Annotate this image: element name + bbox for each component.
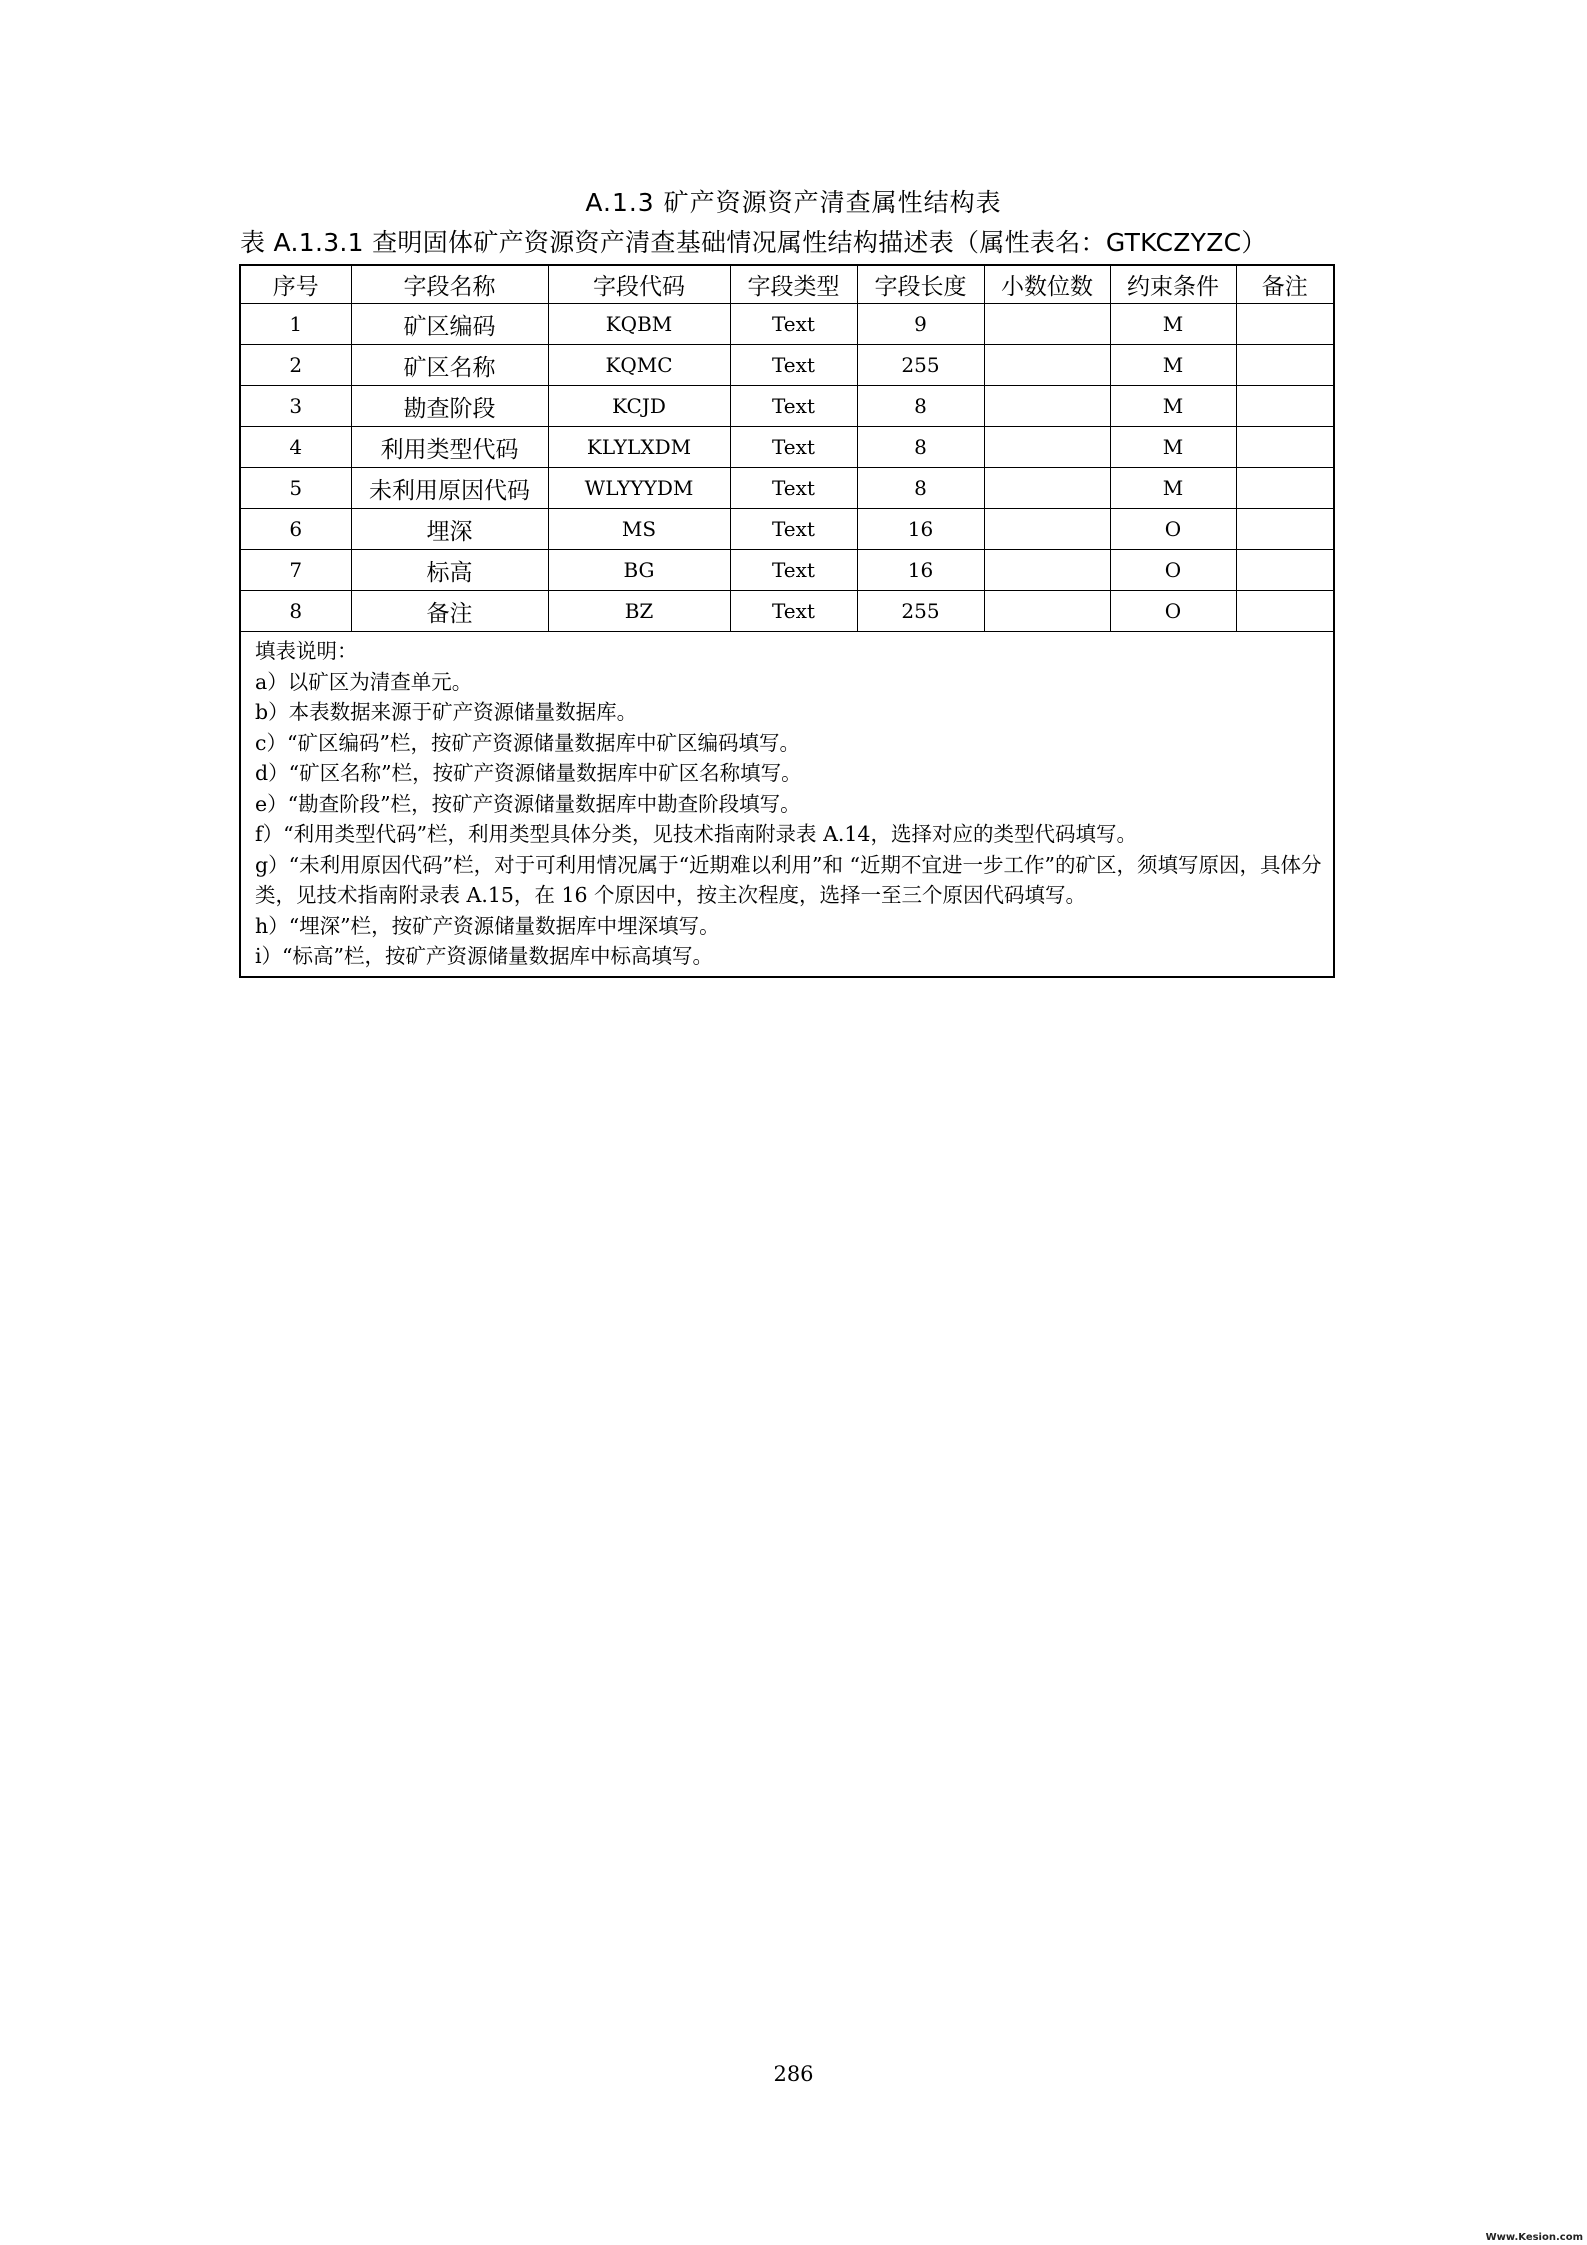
cell-remark (1236, 386, 1334, 427)
note-item: e）“勘查阶段”栏，按矿产资源储量数据库中勘查阶段填写。 (255, 791, 801, 816)
cell-field-length: 8 (857, 427, 984, 468)
cell-field-type: Text (730, 591, 857, 632)
cell-remark (1236, 591, 1334, 632)
cell-field-code: BZ (548, 591, 730, 632)
notes-row (240, 632, 1334, 977)
table-row (240, 304, 1334, 345)
cell-field-type: Text (730, 386, 857, 427)
cell-seq: 4 (240, 427, 351, 468)
cell-field-name: 勘查阶段 (351, 386, 548, 427)
cell-remark (1236, 550, 1334, 591)
table-row (240, 345, 1334, 386)
header-cell: 备注 (1236, 265, 1334, 304)
cell-constraint: M (1110, 386, 1236, 427)
section-title: A.1.3 矿产资源资产清查属性结构表 (585, 188, 1002, 217)
cell-seq: 6 (240, 509, 351, 550)
cell-decimals (984, 304, 1110, 345)
header-cell: 字段代码 (548, 265, 730, 304)
cell-field-type: Text (730, 468, 857, 509)
table-row (240, 509, 1334, 550)
table-row (240, 550, 1334, 591)
cell-constraint: O (1110, 509, 1236, 550)
notes-cell (240, 632, 1334, 977)
cell-field-type: Text (730, 550, 857, 591)
cell-field-name: 矿区名称 (351, 345, 548, 386)
table-title: 表 A.1.3.1 查明固体矿产资源资产清查基础情况属性结构描述表（属性表名：GTKCZYZC） (240, 228, 1267, 257)
cell-decimals (984, 468, 1110, 509)
cell-seq: 8 (240, 591, 351, 632)
cell-seq: 1 (240, 304, 351, 345)
table-row (240, 427, 1334, 468)
note-item: b）本表数据来源于矿产资源储量数据库。 (255, 700, 638, 724)
cell-field-code: KQBM (548, 304, 730, 345)
table-row (240, 591, 1334, 632)
header-cell: 字段名称 (351, 265, 548, 304)
cell-constraint: M (1110, 468, 1236, 509)
cell-field-type: Text (730, 509, 857, 550)
notes-heading: 填表说明： (255, 639, 358, 663)
cell-field-type: Text (730, 427, 857, 468)
cell-remark (1236, 509, 1334, 550)
cell-seq: 5 (240, 468, 351, 509)
note-item: a）以矿区为清查单元。 (255, 669, 473, 694)
page-number: 286 (773, 2062, 814, 2086)
attribute-structure-table (239, 264, 1335, 978)
cell-field-code: KCJD (548, 386, 730, 427)
cell-field-length: 255 (857, 591, 984, 632)
cell-constraint: O (1110, 591, 1236, 632)
cell-remark (1236, 345, 1334, 386)
header-cell: 字段类型 (730, 265, 857, 304)
cell-remark (1236, 427, 1334, 468)
cell-field-name: 未利用原因代码 (351, 468, 548, 509)
table-row (240, 468, 1334, 509)
cell-field-code: KLYLXDM (548, 427, 730, 468)
cell-field-name: 利用类型代码 (351, 427, 548, 468)
cell-field-code: BG (548, 550, 730, 591)
cell-decimals (984, 345, 1110, 386)
cell-field-code: WLYYYDM (548, 468, 730, 509)
cell-field-code: KQMC (548, 345, 730, 386)
note-item: g）“未利用原因代码”栏，对于可利用情况属于“近期难以利用”和 “近期不宜进一步工作”的矿区，须填写原因，具体分类，见技术指南附录表 A.15，在 16 个原因中，按主次程度，选择一至三个原因代码填写。 (255, 852, 1322, 907)
cell-field-name: 备注 (351, 591, 548, 632)
cell-constraint: O (1110, 550, 1236, 591)
cell-seq: 7 (240, 550, 351, 591)
cell-field-length: 16 (857, 550, 984, 591)
cell-decimals (984, 427, 1110, 468)
cell-decimals (984, 550, 1110, 591)
watermark: Www.Kesion.com (1485, 2232, 1583, 2243)
cell-field-name: 标高 (351, 550, 548, 591)
cell-constraint: M (1110, 427, 1236, 468)
cell-seq: 2 (240, 345, 351, 386)
cell-constraint: M (1110, 345, 1236, 386)
cell-decimals (984, 509, 1110, 550)
cell-decimals (984, 591, 1110, 632)
cell-field-length: 9 (857, 304, 984, 345)
header-cell: 字段长度 (857, 265, 984, 304)
cell-decimals (984, 386, 1110, 427)
cell-field-type: Text (730, 345, 857, 386)
cell-field-length: 255 (857, 345, 984, 386)
note-item: i）“标高”栏，按矿产资源储量数据库中标高填写。 (255, 944, 714, 968)
header-cell: 约束条件 (1110, 265, 1236, 304)
header-cell: 序号 (240, 265, 351, 304)
note-item: d）“矿区名称”栏，按矿产资源储量数据库中矿区名称填写。 (255, 761, 802, 785)
cell-field-name: 埋深 (351, 509, 548, 550)
table-row (240, 386, 1334, 427)
table-header-row (240, 265, 1334, 304)
note-item: f）“利用类型代码”栏，利用类型具体分类，见技术指南附录表 A.14，选择对应的类型代码填写。 (255, 822, 1137, 846)
header-cell: 小数位数 (984, 265, 1110, 304)
cell-field-length: 8 (857, 468, 984, 509)
cell-seq: 3 (240, 386, 351, 427)
cell-field-length: 16 (857, 509, 984, 550)
note-item: c）“矿区编码”栏，按矿产资源储量数据库中矿区编码填写。 (255, 730, 800, 755)
note-item: h）“埋深”栏，按矿产资源储量数据库中埋深填写。 (255, 913, 720, 938)
cell-field-code: MS (548, 509, 730, 550)
cell-remark (1236, 468, 1334, 509)
cell-field-type: Text (730, 304, 857, 345)
cell-remark (1236, 304, 1334, 345)
cell-field-length: 8 (857, 386, 984, 427)
cell-field-name: 矿区编码 (351, 304, 548, 345)
cell-constraint: M (1110, 304, 1236, 345)
